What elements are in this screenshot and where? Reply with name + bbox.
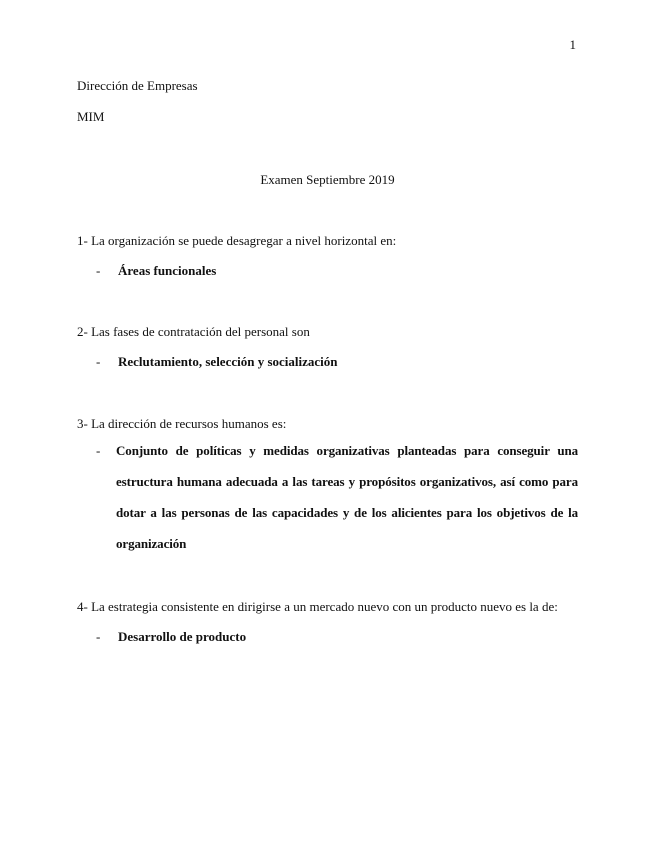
program-name: MIM [77,109,105,124]
answer-text: Conjunto de políticas y medidas organizativas planteadas para conseguir una estructura humana adecuada a las tareas y propósitos organizativos, así como para dotar a las personas de las capacidades y de los alicientes para los objetivos de la organización [116,443,578,551]
answer-text: Reclutamiento, selección y socialización [118,354,338,369]
answer-1 [96,264,216,277]
question-2: 2- Las fases de contratación del personal son [77,324,310,339]
answer-text: Desarrollo de producto [118,629,247,644]
course-name: Dirección de Empresas [77,78,198,93]
document-title: Examen Septiembre 2019 [260,172,395,187]
answer-4 [96,630,246,643]
question-1: 1- La organización se puede desagregar a nivel horizontal en: [77,233,397,248]
answer-bullet: - [96,443,101,458]
question-3: 3- La dirección de recursos humanos es: [77,416,287,431]
answer-bullet: - [96,263,101,278]
answer-bullet: - [96,354,101,369]
answer-3 [96,444,578,559]
page-number: 1 [569,37,576,52]
answer-2 [96,355,338,368]
answer-text: Áreas funcionales [118,263,217,278]
question-4: 4- La estrategia consistente en dirigirse a un mercado nuevo con un producto nuevo es la de: [77,599,558,614]
answer-bullet: - [96,629,101,644]
